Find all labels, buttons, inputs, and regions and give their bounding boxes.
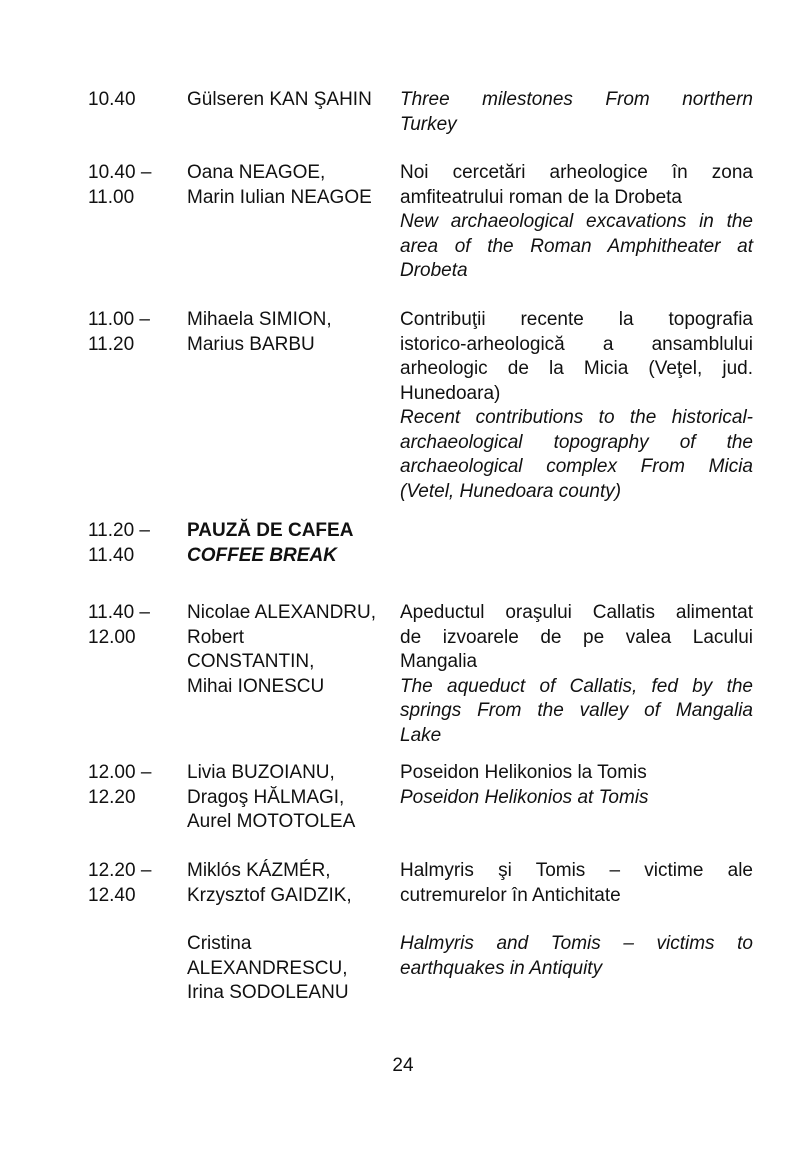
session-time — [88, 761, 184, 810]
author-line: Cristina — [187, 933, 252, 954]
author-line: ALEXANDRESCU, — [187, 957, 348, 979]
session-authors — [187, 601, 397, 699]
author-line: Livia BUZOIANU, — [187, 762, 335, 783]
session-title — [400, 601, 753, 748]
title-line: Mangalia — [400, 651, 478, 672]
title-line: Halmyris şi Tomis – victime ale — [400, 860, 753, 881]
time-line: 12.00 – — [88, 762, 152, 783]
session-authors — [187, 761, 397, 835]
time-line: 10.40 – — [88, 162, 152, 183]
session-time — [88, 601, 184, 650]
title-romanian — [400, 161, 753, 210]
title-romanian: Poseidon Helikonios la Tomis — [400, 762, 647, 783]
author-line: Irina SODOLEANU — [187, 982, 349, 1003]
session-authors — [187, 88, 397, 113]
time-line: 11.20 — [88, 333, 135, 355]
session-authors — [187, 308, 397, 357]
coffee-break — [187, 519, 587, 568]
title-english — [400, 932, 753, 981]
title-line: cutremurelor în Antichitate — [400, 884, 621, 906]
title-line: Drobeta — [400, 260, 468, 281]
time-line: 12.20 – — [88, 860, 152, 881]
title-line: New archaeological excavations in the — [400, 211, 753, 232]
time-line: 11.40 — [88, 544, 135, 566]
title-line: earthquakes in Antiquity — [400, 957, 603, 979]
title-line: Noi cercetări arheologice în zona — [400, 162, 753, 183]
title-line: archaeological topography of the — [400, 431, 753, 453]
title-line: archaeological complex From Micia — [400, 456, 753, 477]
author-line: Mihai IONESCU — [187, 675, 325, 697]
author-line: Gülseren KAN ŞAHIN — [187, 89, 372, 110]
time-line: 12.00 — [88, 626, 136, 648]
session-title — [400, 308, 753, 504]
coffee-break-english: COFFEE BREAK — [187, 544, 337, 566]
title-line: Halmyris and Tomis – victims to — [400, 933, 753, 954]
session-title — [400, 161, 753, 284]
title-english — [400, 210, 753, 284]
author-line: Oana NEAGOE, — [187, 162, 326, 183]
title-line: amfiteatrului roman de la Drobeta — [400, 186, 682, 208]
time-line: 12.20 — [88, 786, 136, 808]
author-line: CONSTANTIN, — [187, 651, 315, 672]
session-time — [88, 161, 184, 210]
author-line: Aurel MOTOTOLEA — [187, 811, 356, 832]
time-line: 12.40 — [88, 884, 136, 906]
title-english — [400, 675, 753, 749]
time-line: 11.40 – — [88, 602, 150, 623]
session-time — [88, 308, 184, 357]
title-line: Three milestones From northern — [400, 89, 753, 110]
title-line: Recent contributions to the historical- — [400, 407, 753, 428]
session-title — [400, 761, 753, 810]
time-line: 11.00 — [88, 186, 135, 208]
time-line: 10.40 — [88, 89, 136, 110]
title-line: Hunedoara) — [400, 382, 501, 404]
author-line: Mihaela SIMION, — [187, 309, 332, 330]
session-time — [88, 859, 184, 908]
author-line: Dragoş HĂLMAGI, — [187, 786, 345, 808]
author-line: Marin Iulian NEAGOE — [187, 186, 372, 208]
title-line: arheologic de la Micia (Veţel, jud. — [400, 358, 753, 379]
title-english: Poseidon Helikonios at Tomis — [400, 786, 649, 808]
author-line: Miklós KÁZMÉR, — [187, 860, 331, 881]
title-romanian — [400, 859, 753, 908]
session-authors — [187, 859, 397, 908]
title-romanian — [400, 601, 753, 675]
session-authors-continued — [187, 932, 397, 1006]
title-line: Lake — [400, 724, 442, 746]
coffee-break-romanian: PAUZĂ DE CAFEA — [187, 520, 354, 541]
session-time — [88, 88, 184, 113]
page-number: 24 — [392, 1055, 414, 1076]
title-english — [400, 406, 753, 504]
title-line: Apeductul oraşului Callatis alimentat — [400, 602, 753, 623]
title-line: area of the Roman Amphitheater at — [400, 235, 753, 257]
author-line: Nicolae ALEXANDRU, — [187, 602, 377, 623]
title-romanian — [400, 308, 753, 406]
author-line: Marius BARBU — [187, 333, 315, 355]
title-line: The aqueduct of Callatis, fed by the — [400, 675, 753, 697]
title-line: springs From the valley of Mangalia — [400, 700, 753, 721]
title-line: (Vetel, Hunedoara county) — [400, 480, 622, 502]
author-line: Robert — [187, 626, 245, 648]
title-line: Turkey — [400, 113, 457, 135]
title-line: de izvoarele de pe valea Lacului — [400, 626, 753, 648]
time-line: 11.20 – — [88, 520, 150, 541]
author-line: Krzysztof GAIDZIK, — [187, 884, 352, 906]
title-english — [400, 88, 753, 137]
title-line: istorico-arheologică a ansamblului — [400, 333, 753, 355]
time-line: 11.00 – — [88, 309, 150, 330]
session-authors — [187, 161, 397, 210]
session-time — [88, 519, 184, 568]
title-line: Contribuţii recente la topografia — [400, 309, 753, 330]
